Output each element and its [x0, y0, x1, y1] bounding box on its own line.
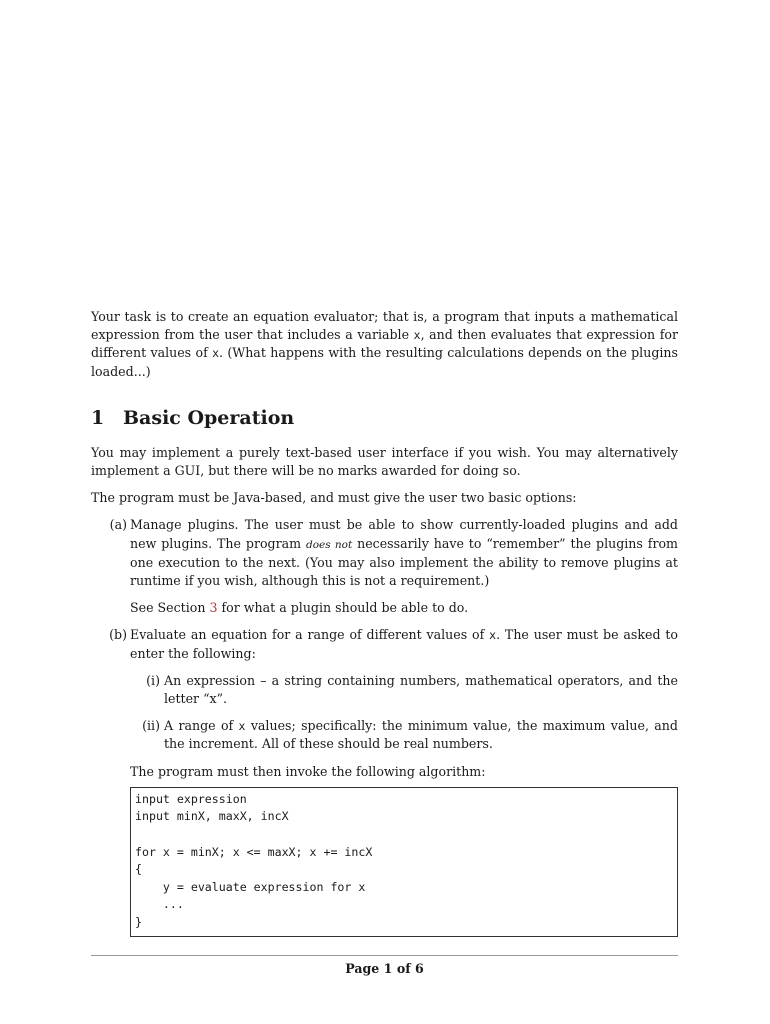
- algorithm-intro: The program must then invoke the following algorithm:: [130, 763, 486, 779]
- code-line: y = evaluate expression for x: [135, 879, 366, 894]
- options-list: [91, 516, 678, 936]
- code-line: }: [135, 915, 142, 930]
- item-a-text: Manage plugins. The user must be able to show currently-loaded plugins and add new plugins. The program does not necessarily have to “remember” the plugins from one execution to the next. (You may also implement the ability to remove plugins at runtime if you wish, although this is not a requirement.): [130, 517, 678, 589]
- list-item-a: [91, 516, 678, 617]
- intro-text-3: . (What happens with the resulting calculations depends on the plugins loaded...): [91, 345, 678, 379]
- list-item-b: [91, 626, 678, 936]
- variable-x: x: [238, 719, 246, 734]
- intro-paragraph: [91, 308, 678, 381]
- code-blank-line: [135, 826, 673, 844]
- sublist-text-ii: A range of x values; specifically: the minimum value, the maximum value, and the increment. All of these should be real numbers.: [164, 718, 678, 752]
- intro-text-2: , and then evaluates that expression for different values of: [91, 327, 678, 361]
- input-sublist: [130, 672, 678, 754]
- sublist-marker-i: (i): [146, 672, 160, 688]
- item-a-see-section: See Section 3 for what a plugin should be able to do.: [130, 600, 469, 616]
- emphasis-does-not: does not: [306, 538, 353, 551]
- section-number: 1: [91, 406, 105, 429]
- sublist-marker-ii: (ii): [142, 718, 160, 734]
- variable-x: x: [489, 628, 497, 643]
- document-body: [91, 308, 678, 937]
- variable-x: x: [413, 328, 421, 343]
- item-b-text: Evaluate an equation for a range of different values of x. The user must be asked to enter the following:: [130, 627, 678, 661]
- algorithm-code-block: [130, 787, 678, 937]
- page-number: Page 1 of 6: [345, 961, 424, 976]
- sublist-text-i: An expression – a string containing numbers, mathematical operators, and the letter “x”.: [164, 672, 678, 707]
- paragraph-options: The program must be Java-based, and must give the user two basic options:: [91, 490, 577, 506]
- paragraph-ui: You may implement a purely text-based user interface if you wish. You may alternatively implement a GUI, but there will be no marks awarded for doing so.: [91, 444, 678, 479]
- code-line: ...: [135, 897, 184, 912]
- section-3-link[interactable]: 3: [209, 600, 218, 616]
- code-line: input minX, maxX, incX: [135, 809, 289, 824]
- sublist-item-ii: [130, 717, 678, 753]
- list-marker-a: (a): [109, 517, 127, 533]
- code-line: for x = minX; x <= maxX; x += incX: [135, 844, 373, 859]
- code-line: {: [135, 862, 142, 877]
- variable-x: x: [212, 346, 219, 361]
- code-line: input expression: [135, 791, 247, 806]
- footer-divider: [91, 955, 678, 956]
- section-title: Basic Operation: [123, 406, 295, 429]
- list-marker-b: (b): [109, 627, 127, 643]
- sublist-item-i: [130, 672, 678, 708]
- intro-text-1: Your task is to create an equation evaluator; that is, a program that inputs a mathematical expression from the user that includes a variable: [91, 309, 678, 343]
- section-heading: [91, 406, 678, 430]
